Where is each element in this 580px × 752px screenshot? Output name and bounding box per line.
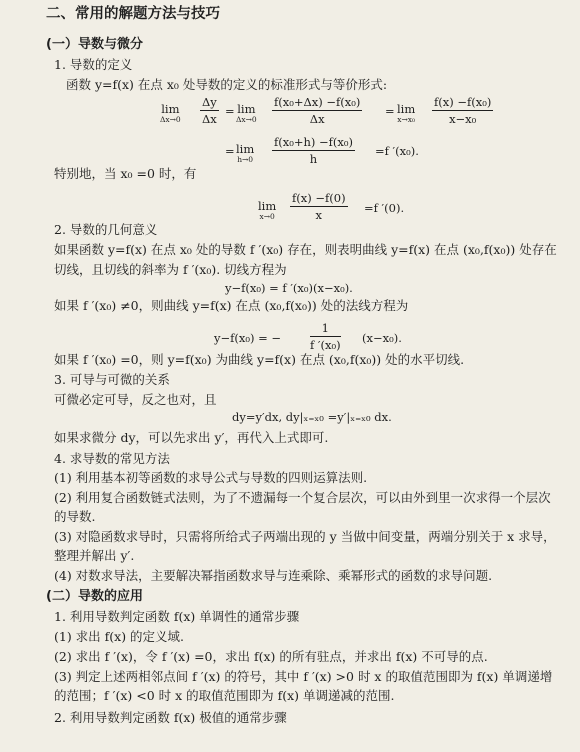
- subsection-heading-applications: (二）导数的应用: [46, 589, 143, 604]
- limit-operator: [258, 200, 276, 221]
- limit-label: lim: [236, 142, 255, 156]
- equation-normal-line-tail: (x−x₀).: [362, 331, 402, 345]
- fraction-numerator: f(x₀+h) −f(x₀): [274, 135, 353, 149]
- equals-sign: =: [385, 104, 395, 118]
- limit-label: lim: [237, 102, 256, 116]
- fraction-denominator: h: [309, 152, 318, 166]
- paragraph-differentiable-equivalence: 可微必定可导，反之也对，且: [54, 392, 217, 407]
- fraction-delta-y-over-delta-x: [200, 95, 219, 126]
- limit-operator: [236, 103, 257, 124]
- fraction-difference-quotient: [432, 95, 493, 126]
- fraction-numerator: Δy: [202, 95, 217, 109]
- paragraph-tangent-existence: 如果函数 y=f(x) 在点 x₀ 处的导数 f ′(x₀) 存在，则表明曲线 y=f(x) 在点 (x₀,f(x₀)) 处存在: [54, 242, 557, 257]
- limit-label: lim: [161, 102, 180, 116]
- list-item-step-3-cont: 的范围；f ′(x) <0 时 x 的取值范围即为 f(x) 单调递减的范围.: [54, 688, 395, 703]
- fraction-denominator: Δx: [309, 112, 325, 126]
- equals-sign: =: [225, 104, 235, 118]
- paragraph-horizontal-tangent: 如果 f ′(x₀) =0，则 y=f(x₀) 为曲线 y=f(x) 在点 (x₀,f(x₀)) 处的水平切线.: [54, 352, 465, 367]
- fraction-negative-reciprocal: [310, 321, 341, 352]
- fraction-increment-quotient: [272, 95, 362, 126]
- equation-differential: dy=y′dx, dy|ₓ₌ₓ₀ =y′|ₓ₌ₓ₀ dx.: [232, 410, 392, 424]
- paragraph-tangent-slope: 切线，且切线的斜率为 f ′(x₀). 切线方程为: [54, 262, 287, 277]
- subsection-heading-derivative-differential: (一）导数与微分: [46, 37, 143, 52]
- item-title-differentiation-methods: 4. 求导数的常见方法: [54, 451, 170, 466]
- item-title-definition: 1. 导数的定义: [54, 57, 133, 72]
- equation-tail: =f ′(0).: [364, 201, 405, 215]
- fraction-denominator: x−x₀: [449, 112, 477, 126]
- fraction-denominator: Δx: [202, 112, 217, 126]
- paragraph-special-case: 特别地，当 x₀ =0 时，有: [54, 166, 197, 181]
- list-item-step-2: (2) 求出 f ′(x)，令 f ′(x) =0，求出 f(x) 的所有驻点，并求出 f(x) 不可导的点.: [54, 649, 488, 664]
- item-title-geometric-meaning: 2. 导数的几何意义: [54, 222, 158, 237]
- item-title-monotonicity: 1. 利用导数判定函数 f(x) 单调性的通常步骤: [54, 609, 300, 624]
- limit-subscript: Δx→0: [160, 115, 181, 124]
- fraction-numerator: 1: [310, 321, 341, 337]
- limit-label: lim: [258, 199, 277, 213]
- item-title-extrema: 2. 利用导数判定函数 f(x) 极值的通常步骤: [54, 710, 287, 725]
- paragraph-compute-differential: 如果求微分 dy，可以先求出 y′，再代入上式即可.: [54, 430, 329, 445]
- equation-tangent-line: y−f(x₀) = f ′(x₀)(x−x₀).: [225, 281, 353, 295]
- equals-sign: =: [225, 144, 235, 158]
- list-item-method-1: (1) 利用基本初等函数的求导公式与导数的四则运算法则.: [54, 470, 368, 485]
- limit-subscript: h→0: [237, 155, 254, 164]
- item-title-differentiable-relation: 3. 可导与可微的关系: [54, 372, 170, 387]
- limit-operator: [160, 103, 181, 124]
- fraction-numerator: f(x) −f(x₀): [434, 95, 492, 109]
- list-item-step-3: (3) 判定上述两相邻点间 f ′(x) 的符号，其中 f ′(x) >0 时 x 的取值范围即为 f(x) 单调递增: [54, 669, 553, 684]
- section-title: 二、常用的解题方法与技巧: [46, 6, 220, 22]
- list-item-method-3: (3) 对隐函数求导时，只需将所给式子两端出现的 y 当做中间变量，两端分别关于 x 求导，: [54, 529, 556, 544]
- limit-label: lim: [397, 102, 416, 116]
- limit-operator: [236, 143, 254, 164]
- limit-subscript: x→x₀: [397, 115, 416, 124]
- list-item-method-3-cont: 整理并解出 y′.: [54, 548, 135, 563]
- fraction-numerator: f(x) −f(0): [292, 191, 346, 205]
- limit-operator: [397, 103, 415, 124]
- fraction-numerator: f(x₀+Δx) −f(x₀): [274, 95, 361, 109]
- fraction-origin-quotient: [290, 191, 348, 222]
- limit-subscript: Δx→0: [236, 115, 257, 124]
- limit-subscript: x→0: [259, 212, 275, 221]
- list-item-method-4: (4) 对数求导法，主要解决幂指函数求导与连乘除、乘幂形式的函数的求导问题.: [54, 568, 493, 583]
- equation-normal-line-lhs: y−f(x₀) = −: [214, 331, 282, 345]
- paragraph-definition-intro: 函数 y=f(x) 在点 x₀ 处导数的定义的标准形式与等价形式:: [66, 77, 388, 92]
- fraction-denominator: f ′(x₀): [310, 338, 341, 352]
- list-item-method-2-cont: 的导数.: [54, 509, 96, 524]
- paragraph-normal-line: 如果 f ′(x₀) ≠0，则曲线 y=f(x) 在点 (x₀,f(x₀)) 处的法线方程为: [54, 298, 409, 313]
- fraction-h-quotient: [272, 135, 355, 166]
- list-item-step-1: (1) 求出 f(x) 的定义域.: [54, 629, 185, 644]
- fraction-denominator: x: [315, 208, 323, 222]
- equation-tail: =f ′(x₀).: [375, 144, 419, 158]
- list-item-method-2: (2) 利用复合函数链式法则，为了不遗漏每一个复合层次，可以由外到里一次求得一个层次: [54, 490, 551, 505]
